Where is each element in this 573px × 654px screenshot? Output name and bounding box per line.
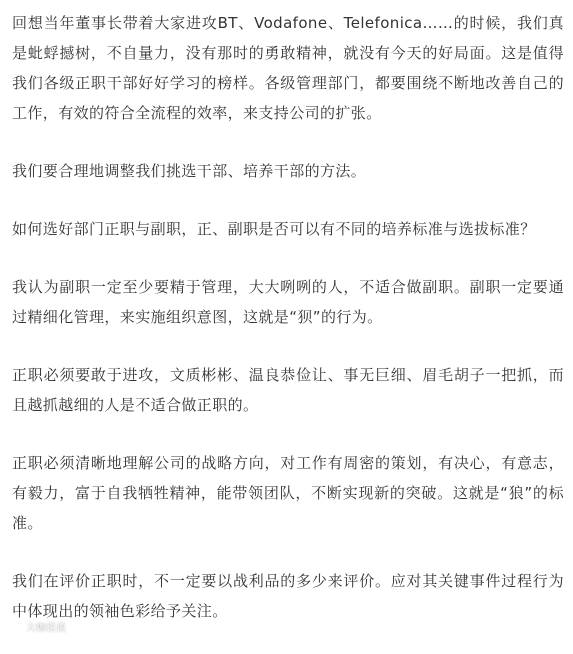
paragraph: 正职必须清晰地理解公司的战略方向，对工作有周密的策划，有决心，有意志，有毅力，富于自我牺牲精神，能带领团队，不断实现新的突破。这就是“狼”的标准。 <box>12 454 564 532</box>
paragraph: 正职必须要敢于进攻，文质彬彬、温良恭俭让、事无巨细、眉毛胡子一把抓，而且越抓越细的人是不适合做正职的。 <box>12 366 564 414</box>
paragraph: 我们要合理地调整我们挑选干部、培养干部的方法。 <box>12 162 367 180</box>
watermark-text: 大咖说说 <box>26 623 66 634</box>
paragraph: 我认为副职一定至少要精于管理，大大咧咧的人，不适合做副职。副职一定要通过精细化管理，来实施组织意图，这就是“狈”的行为。 <box>12 278 564 326</box>
paragraph: 回想当年董事长带着大家进攻BT、Vodafone、Telefonica……的时候，我们真是蚍蜉撼树，不自量力，没有那时的勇敢精神，就没有今天的好局面。这是值得我们各级正职干部好好学习的榜样。各级管理部门，都要围绕不断地改善自己的工作，有效的符合全流程的效率，来支持公司的扩张。 <box>12 14 564 122</box>
watermark <box>8 619 66 634</box>
camera-icon <box>8 620 22 634</box>
paragraph: 如何选好部门正职与副职，正、副职是否可以有不同的培养标准与选拔标准？ <box>12 220 536 238</box>
paragraph: 我们在评价正职时，不一定要以战利品的多少来评价。应对其关键事件过程行为中体现出的领袖色彩给予关注。 <box>12 572 564 620</box>
article-body <box>12 8 564 654</box>
